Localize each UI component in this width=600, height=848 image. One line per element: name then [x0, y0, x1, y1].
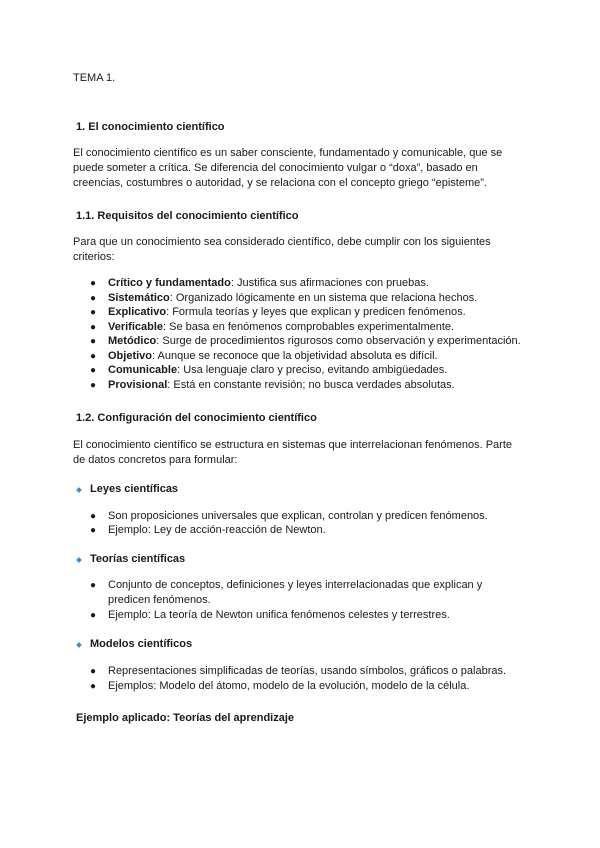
subheading-modelos	[76, 637, 192, 652]
section-1-paragraph	[73, 146, 533, 191]
bullet-icon: ●	[90, 336, 97, 347]
criteria-desc: : Formula teorías y leyes que explican y predicen fenómenos.	[166, 306, 466, 318]
criteria-term: Comunicable	[108, 364, 178, 376]
section-1-1-paragraph	[73, 235, 533, 265]
list-item-line: Conjunto de conceptos, definiciones y leyes interrelacionadas que explican y	[108, 579, 483, 591]
bullet-icon: ●	[90, 322, 97, 333]
criteria-item	[90, 320, 530, 335]
bullet-icon: ●	[90, 380, 97, 391]
list-item-text: Representaciones simplificadas de teorías, usando símbolos, gráficos o palabras.	[108, 665, 507, 677]
list-item	[90, 608, 530, 623]
section-heading-1-1: 1.1. Requisitos del conocimiento científico	[76, 210, 299, 222]
criteria-desc: : Está en constante revisión; no busca verdades absolutas.	[167, 379, 455, 391]
list-item	[90, 578, 530, 608]
criteria-desc: : Organizado lógicamente en un sistema que relaciona hechos.	[169, 292, 478, 304]
criteria-term: Provisional	[108, 379, 168, 391]
list-item-text: Ejemplo: La teoría de Newton unifica fenómenos celestes y terrestres.	[108, 609, 450, 621]
topic-title: TEMA 1.	[73, 72, 116, 84]
paragraph-line: puede someter a crítica. Se diferencia del conocimiento vulgar o “doxa”, basado en	[73, 162, 478, 174]
criteria-desc: : Surge de procedimientos rigurosos como observación y experimentación.	[156, 335, 521, 347]
bullet-icon: ●	[90, 681, 97, 692]
paragraph-line: criterios:	[73, 251, 115, 263]
criteria-desc: : Justifica sus afirmaciones con pruebas.	[230, 277, 429, 289]
section-1-2-paragraph	[73, 438, 533, 468]
bullet-icon: ●	[90, 511, 97, 522]
list-item	[90, 679, 530, 694]
list-item-text: Son proposiciones universales que explican, controlan y predicen fenómenos.	[108, 510, 488, 522]
paragraph-line: de datos concretos para formular:	[73, 454, 238, 466]
subheading-text: Leyes científicas	[90, 483, 179, 495]
section-heading-1-2: 1.2. Configuración del conocimiento científico	[76, 412, 317, 424]
criteria-item	[90, 276, 530, 291]
criteria-desc: : Aunque se reconoce que la objetividad absoluta es difícil.	[152, 350, 438, 362]
criteria-desc: : Se basa en fenómenos comprobables experimentalmente.	[163, 321, 455, 333]
subheading-text: Modelos científicos	[90, 638, 193, 650]
criteria-term: Metódico	[108, 335, 157, 347]
list-item	[90, 523, 530, 538]
list-item	[90, 509, 530, 524]
bullet-icon: ●	[90, 580, 97, 591]
list-item-text: Ejemplo: Ley de acción-reacción de Newton.	[108, 524, 326, 536]
criteria-item	[90, 363, 530, 378]
criteria-term: Sistemático	[108, 292, 170, 304]
criteria-term: Crítico y fundamentado	[108, 277, 231, 289]
list-item-line: predicen fenómenos.	[108, 594, 211, 606]
paragraph-line: creencias, costumbres o autoridad, y se relaciona con el concepto griego “episteme”.	[73, 177, 487, 189]
criteria-term: Verificable	[108, 321, 164, 333]
section-heading-1: 1. El conocimiento científico	[76, 121, 225, 133]
diamond-bullet-icon	[76, 487, 82, 493]
subheading-text: Teorías científicas	[90, 553, 186, 565]
subheading-teorias	[76, 552, 185, 567]
bullet-icon: ●	[90, 610, 97, 621]
bullet-icon: ●	[90, 365, 97, 376]
criteria-term: Explicativo	[108, 306, 167, 318]
criteria-item	[90, 378, 530, 393]
paragraph-line: El conocimiento científico es un saber consciente, fundamentado y comunicable, que se	[73, 147, 503, 159]
bullet-icon: ●	[90, 525, 97, 536]
diamond-bullet-icon	[76, 557, 82, 563]
bullet-icon: ●	[90, 666, 97, 677]
diamond-bullet-icon	[76, 642, 82, 648]
example-heading: Ejemplo aplicado: Teorías del aprendizaje	[76, 712, 295, 724]
list-item-text: Ejemplos: Modelo del átomo, modelo de la evolución, modelo de la célula.	[108, 680, 470, 692]
criteria-desc: : Usa lenguaje claro y preciso, evitando ambigüedades.	[177, 364, 448, 376]
criteria-item	[90, 349, 530, 364]
paragraph-line: Para que un conocimiento sea considerado científico, debe cumplir con los siguientes	[73, 236, 491, 248]
criteria-item	[90, 334, 530, 349]
bullet-icon: ●	[90, 278, 97, 289]
criteria-item	[90, 305, 530, 320]
subheading-leyes	[76, 482, 178, 497]
bullet-icon: ●	[90, 307, 97, 318]
list-item	[90, 664, 530, 679]
paragraph-line: El conocimiento científico se estructura en sistemas que interrelacionan fenómenos. Parte	[73, 439, 513, 451]
criteria-item	[90, 291, 530, 306]
bullet-icon: ●	[90, 293, 97, 304]
list-item-text	[108, 578, 530, 608]
bullet-icon: ●	[90, 351, 97, 362]
criteria-term: Objetivo	[108, 350, 153, 362]
